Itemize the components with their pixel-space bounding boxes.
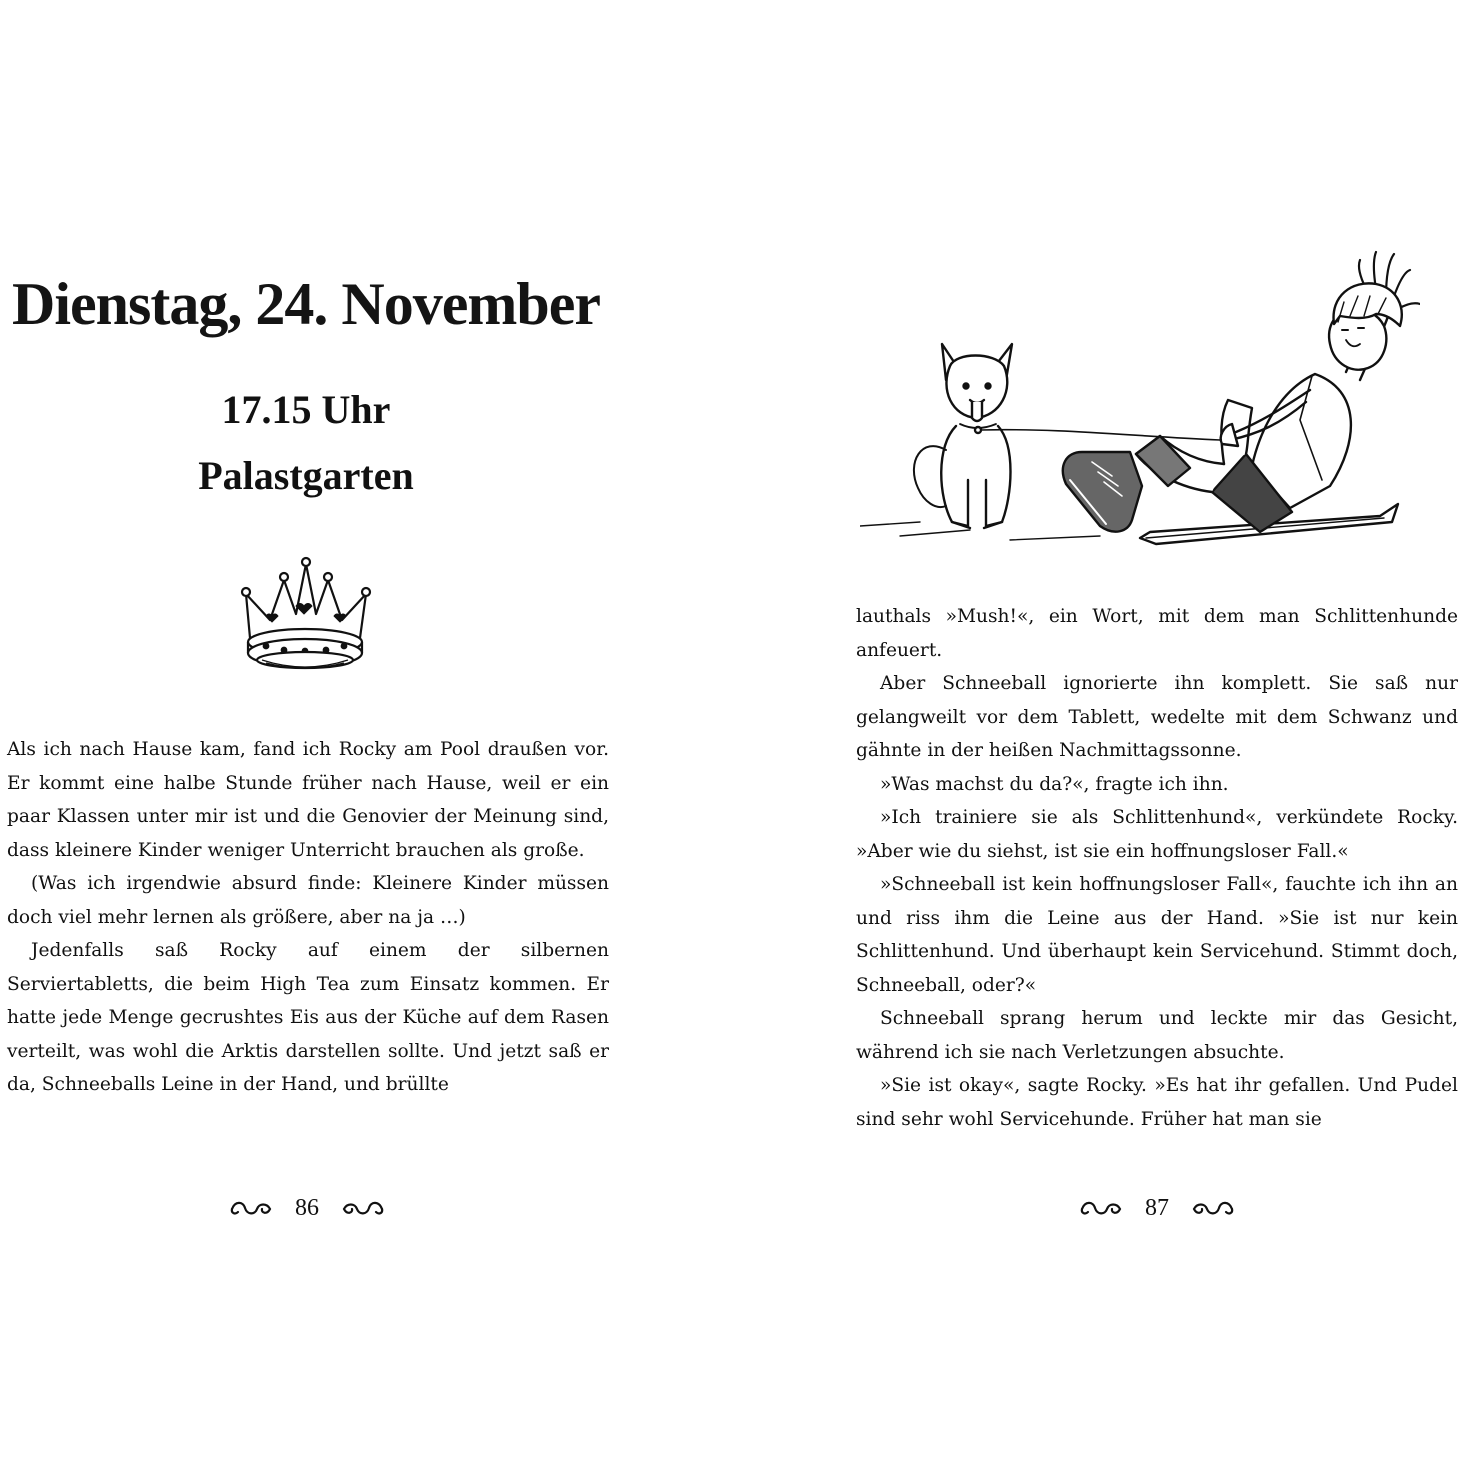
- body-text: [856, 600, 1458, 1136]
- paragraph: »Schneeball ist kein hoffnungsloser Fall«, fauchte ich ihn an und riss ihm die Leine aus der Hand. »Sie ist nur kein Schlittenhund. Und überhaupt kein Servicehund. Stimmt doch, Schneeball, oder?«: [856, 874, 1458, 996]
- right-swirl-icon: [1191, 1199, 1235, 1219]
- left-swirl-icon: [1079, 1199, 1123, 1219]
- paragraph: Aber Schneeball ignorierte ihn komplett. Sie saß nur gelangweilt vor dem Tablett, wedelte mit dem Schwanz und gähnte in der heißen Nachmittagssonne.: [856, 673, 1458, 761]
- left-swirl-icon: [229, 1199, 273, 1219]
- paragraph: »Was machst du da?«, fragte ich ihn.: [880, 773, 1229, 795]
- crown-icon: [240, 556, 372, 674]
- page-footer: [207, 1195, 407, 1222]
- paragraph: Als ich nach Hause kam, fand ich Rocky am Pool draußen vor. Er kommt eine halbe Stunde früher nach Hause, weil er ein paar Klassen unter mir ist und die Genovier der Meinung sind, dass kleinere Kinder weniger Unterricht brauchen als große.: [7, 739, 609, 861]
- paragraph: »Sie ist okay«, sagte Rocky. »Es hat ihr gefallen. Und Pudel sind sehr wohl Servicehunde. Früher hat man sie: [856, 1075, 1458, 1130]
- boy-and-dog-illustration: [860, 240, 1420, 560]
- paragraph: (Was ich irgendwie absurd finde: Kleinere Kinder müssen doch viel mehr lernen als größere, aber na ja …): [7, 873, 609, 928]
- chapter-time: 17.15 Uhr: [221, 387, 391, 432]
- paragraph: Schneeball sprang herum und leckte mir das Gesicht, während ich sie nach Verletzungen absuchte.: [856, 1008, 1458, 1063]
- paragraph: »Ich trainiere sie als Schlittenhund«, verkündete Rocky. »Aber wie du siehst, ist sie ein hoffnungsloser Fall.«: [856, 807, 1458, 862]
- right-swirl-icon: [341, 1199, 385, 1219]
- paragraph: Jedenfalls saß Rocky auf einem der silbernen Serviertabletts, die beim High Tea zum Einsatz kommen. Er hatte jede Menge gecrushtes Eis aus der Küche auf dem Rasen verteilt, was wohl die Arktis darstellen sollte. Und jetzt saß er da, Schneeballs Leine in der Hand, und brüllte: [7, 940, 609, 1095]
- page-number: 87: [1145, 1195, 1169, 1221]
- paragraph: lauthals »Mush!«, ein Wort, mit dem man Schlittenhunde anfeuert.: [856, 606, 1458, 661]
- right-page: [732, 0, 1464, 1464]
- page-number: 86: [295, 1195, 319, 1221]
- chapter-place: Palastgarten: [198, 453, 414, 498]
- page-footer: [1057, 1195, 1257, 1222]
- chapter-date: Dienstag, 24. November: [12, 271, 600, 337]
- body-text: [7, 733, 609, 1102]
